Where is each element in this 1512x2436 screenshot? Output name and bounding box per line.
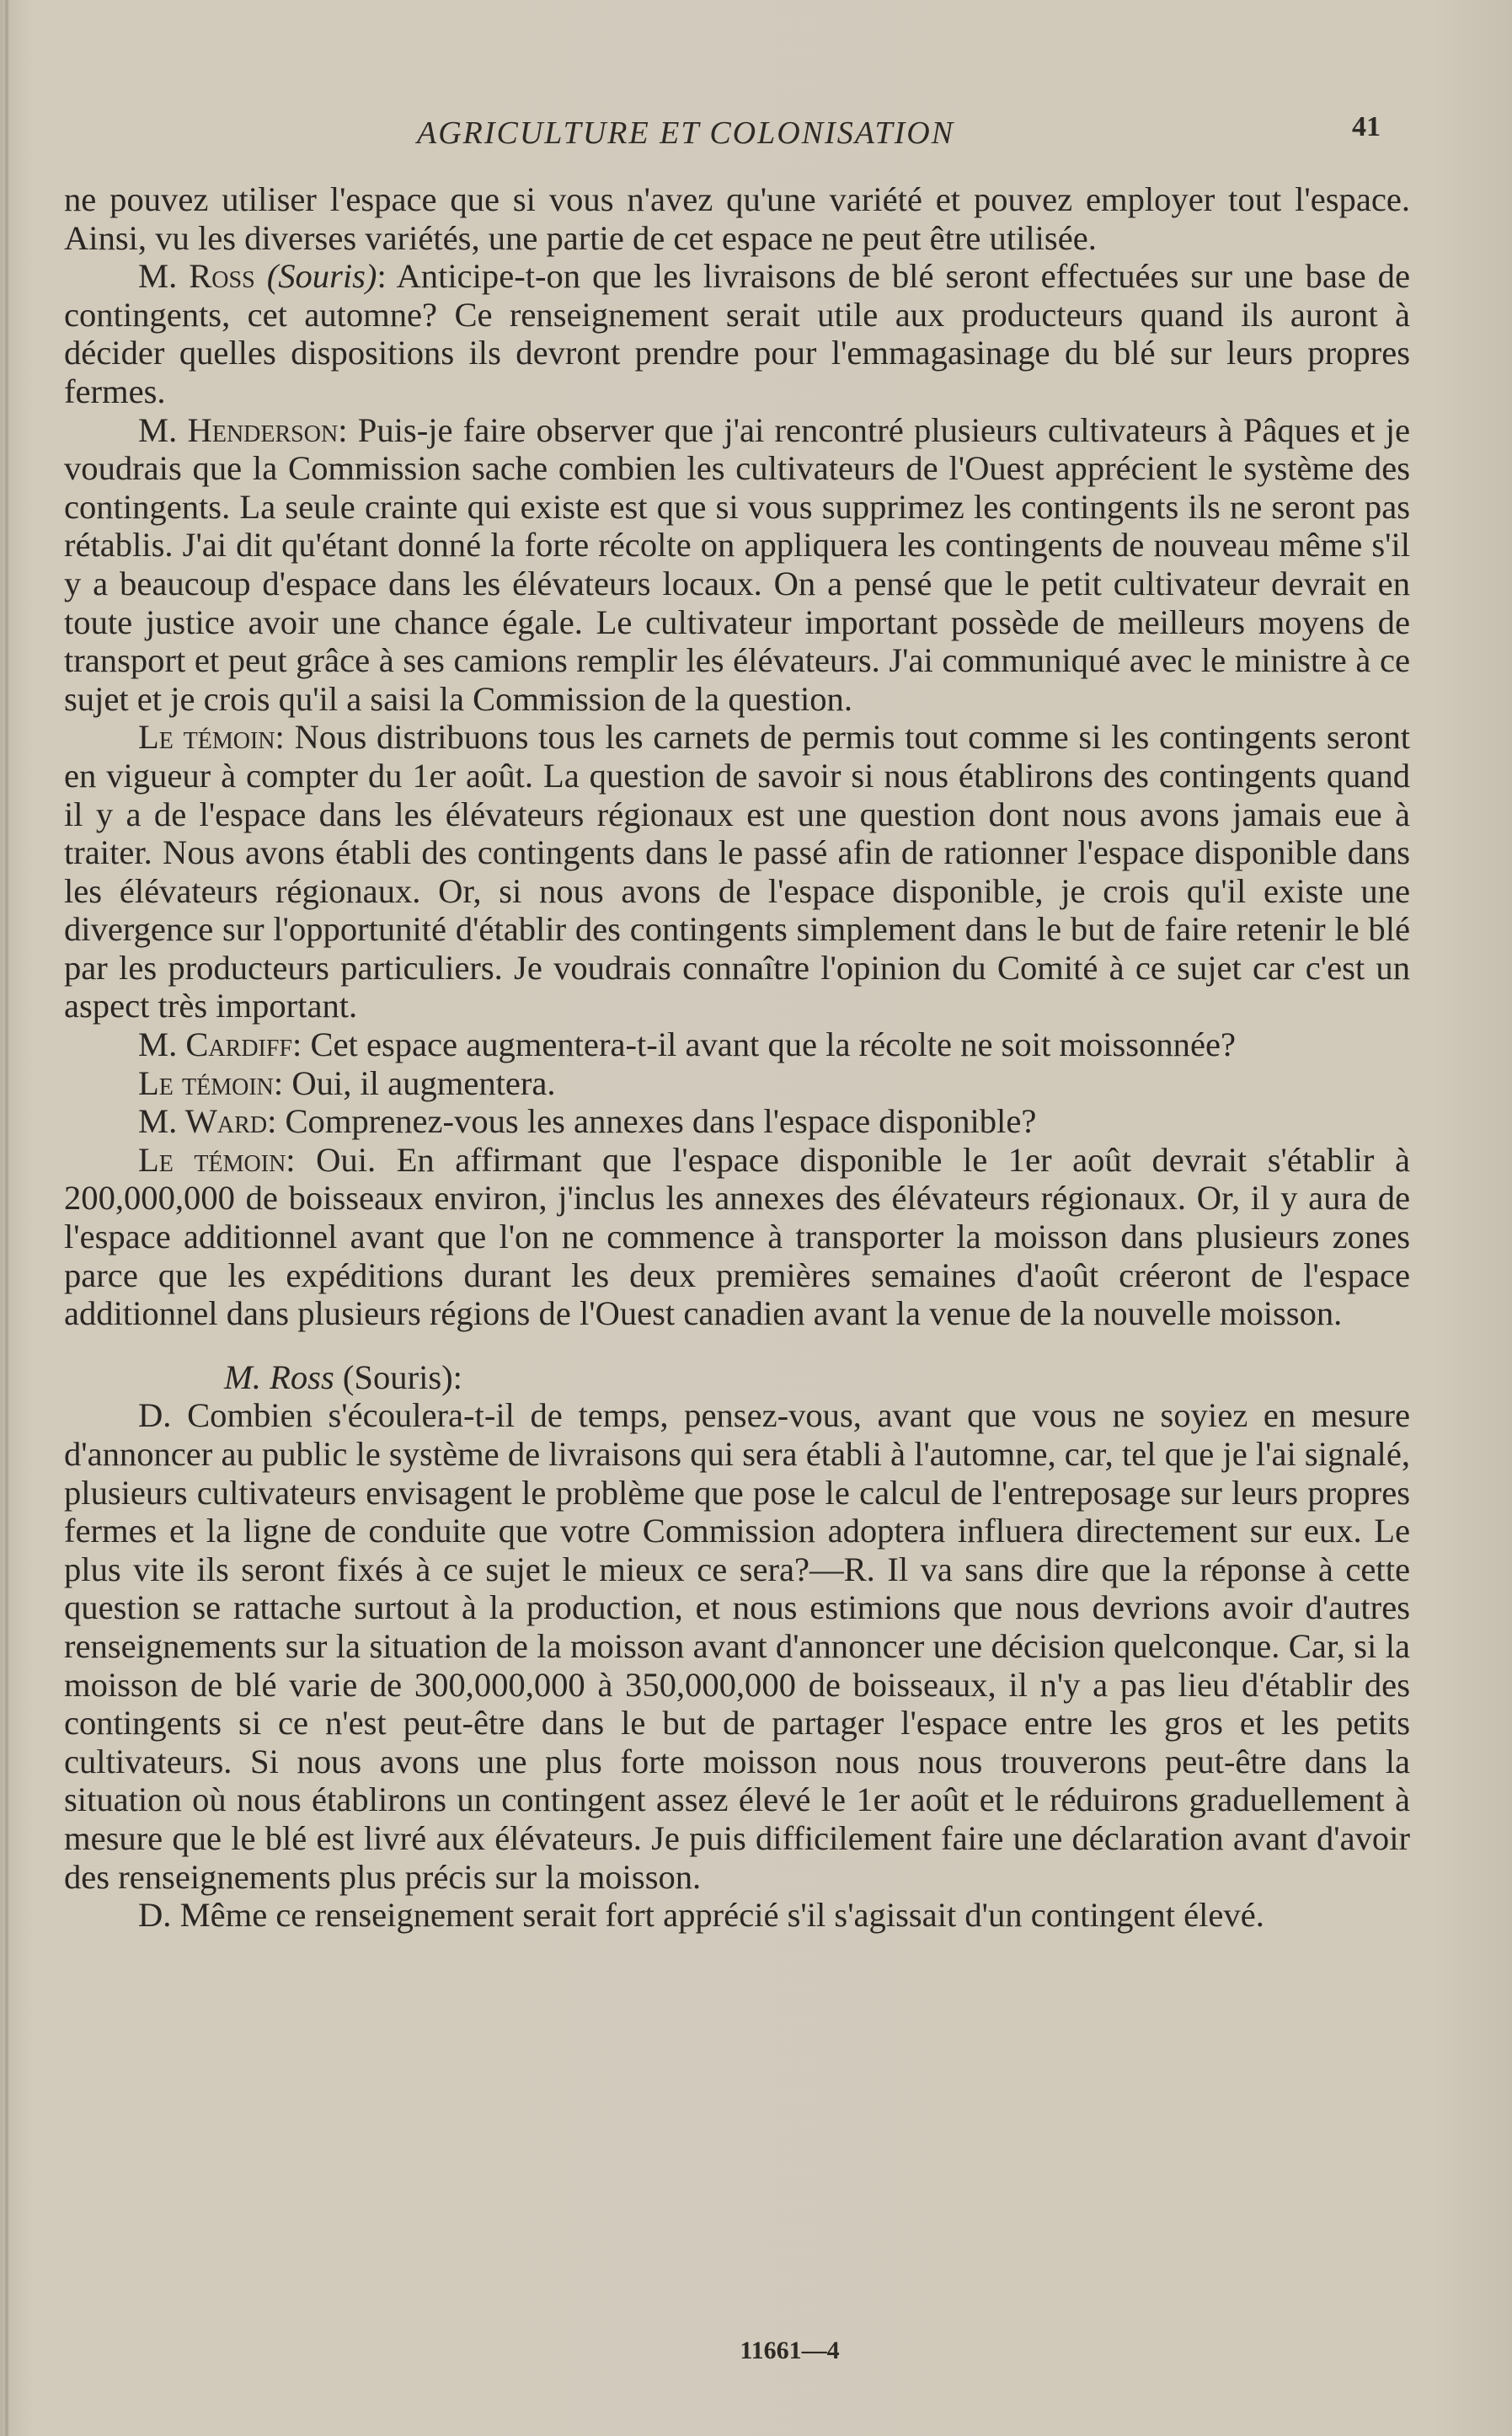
speaker-name: M. Henderson	[138, 410, 339, 449]
speaker-name: Le témoin	[138, 1140, 286, 1179]
question-text: D. Même ce renseignement serait fort apprécié s'il s'agissait d'un contingent élevé.	[138, 1896, 1264, 1935]
paragraph-text: : Anticipe-t-on que les livraisons de blé seront effectuées sur une base de contingents, cet automne? Ce renseignement serait utile aux producteurs quand ils auront à décider quelles dispositions ils devront prendre pour l'emmagasinage du blé sur leurs propres fermes.	[64, 257, 1410, 410]
speaker-name: M. Cardiff	[138, 1025, 293, 1064]
paragraph-text: : Cet espace augmentera-t-il avant que la récolte ne soit moissonnée?	[292, 1025, 1236, 1064]
question-text: D. Combien s'écoulera-t-il de temps, pensez-vous, avant que vous ne soyiez en mesure d'annoncer au public le système de livraisons qui sera établi à l'automne, car, tel que je l'ai signalé, plusieurs cultivateurs envisagent le problème que pose le calcul de l'entreposage sur leurs propres fermes et la ligne de conduite que votre Commission adoptera influera directement sur eux. Le plus vite ils seront fixés à ce sujet le mieux ce sera?—R. Il va sans dire que la réponse à cette question se rattache surtout à la production, et nous estimions que nous devrions avoir d'autres renseignements sur la situation de la moisson avant d'annoncer une décision quelconque. Car, si la moisson de blé varie de 300,000,000 à 350,000,000 de boisseaux, il n'y a pas lieu d'établir des contingents si ce n'est peut-être dans le but de partager l'espace entre les gros et les petits cultivateurs. Si nous avons une plus forte moisson nous nous trouverons peut-être dans la situation où nous établirons un contingent assez élevé le 1er août et le réduirons graduellement à mesure que le blé est livré aux élévateurs. Je puis difficilement faire une déclaration avant d'avoir des renseignements plus précis sur la moisson.	[64, 1396, 1410, 1896]
paragraph	[64, 1025, 1410, 1064]
speaker-name: M. Ross	[138, 257, 255, 296]
examiner-riding: (Souris):	[342, 1357, 462, 1396]
paragraph	[64, 1102, 1410, 1141]
paragraph	[64, 257, 1410, 410]
paragraph-text: : Puis-je faire observer que j'ai rencontré plusieurs cultivateurs à Pâques et je voudrais que la Commission sache combien les cultivateurs de l'Ouest apprécient le système des contingents. La seule crainte qui existe est que si vous supprimez les contingents ils ne seront pas rétablis. J'ai dit qu'étant donné la forte récolte on appliquera les contingents de nouveau même s'il y a beaucoup d'espace dans les élévateurs locaux. On a pensé que le petit cultivateur devrait en toute justice avoir une chance égale. Le cultivateur important possède de meilleurs moyens de transport et peut grâce à ses camions remplir les élévateurs. J'ai communiqué avec le ministre à ce sujet et je crois qu'il a saisi la Commission de la question.	[64, 410, 1410, 718]
page-header	[0, 108, 1512, 158]
page-number: 41	[1352, 111, 1381, 142]
speaker-name: Le témoin	[138, 1063, 274, 1102]
paragraph	[64, 411, 1410, 719]
paragraph-text: : Comprenez-vous les annexes dans l'espace disponible?	[267, 1102, 1037, 1141]
paragraph-text: : Nous distribuons tous les carnets de permis tout comme si les contingents seront en vigueur à compter du 1er août. La question de savoir si nous établirons des contingents quand il y a de l'espace dans les élévateurs régionaux est une question dont nous avons jamais eue à traiter. Nous avons établi des contingents dans le passé afin de rationner l'espace disponible dans les élévateurs régionaux. Or, si nous avons de l'espace disponible, je crois qu'il existe une divergence sur l'opportunité d'établir des contingents simplement dans le but de faire retenir le blé par les producteurs particuliers. Je voudrais connaître l'opinion du Comité à ce sujet car c'est un aspect très important.	[64, 718, 1411, 1025]
signature-mark: 11661—4	[740, 2337, 840, 2364]
examination-heading	[64, 1358, 1410, 1397]
paragraph	[64, 1141, 1410, 1333]
paragraph-text: : Oui. En affirmant que l'espace disponible le 1er août devrait s'établir à 200,000,000 de boisseaux environ, j'inclus les annexes des élévateurs régionaux. Or, il y aura de l'espace additionnel avant que l'on ne commence à transporter la moisson dans plusieurs zones parce que les expéditions durant les deux premières semaines d'août créeront de l'espace additionnel dans plusieurs régions de l'Ouest canadien avant la venue de la nouvelle moisson.	[64, 1140, 1410, 1333]
paragraph	[64, 180, 1410, 257]
paragraph-text: ne pouvez utiliser l'espace que si vous n'avez qu'une variété et pouvez employer tout l'espace. Ainsi, vu les diverses variétés, une partie de cet espace ne peut être utilisée.	[64, 180, 1410, 257]
speaker-riding: (Souris)	[266, 257, 377, 296]
body-text	[64, 180, 1410, 1935]
paragraph	[64, 1064, 1410, 1103]
examiner-name: M. Ross	[224, 1357, 334, 1396]
question-paragraph	[64, 1396, 1410, 1896]
section-spacer	[64, 1333, 1410, 1358]
paragraph	[64, 718, 1410, 1025]
speaker-name: Le témoin	[138, 718, 275, 757]
speaker-name: M. Ward	[138, 1102, 268, 1141]
paragraph-text: : Oui, il augmentera.	[273, 1063, 556, 1102]
question-paragraph	[64, 1896, 1410, 1935]
running-title: AGRICULTURE ET COLONISATION	[417, 115, 955, 151]
